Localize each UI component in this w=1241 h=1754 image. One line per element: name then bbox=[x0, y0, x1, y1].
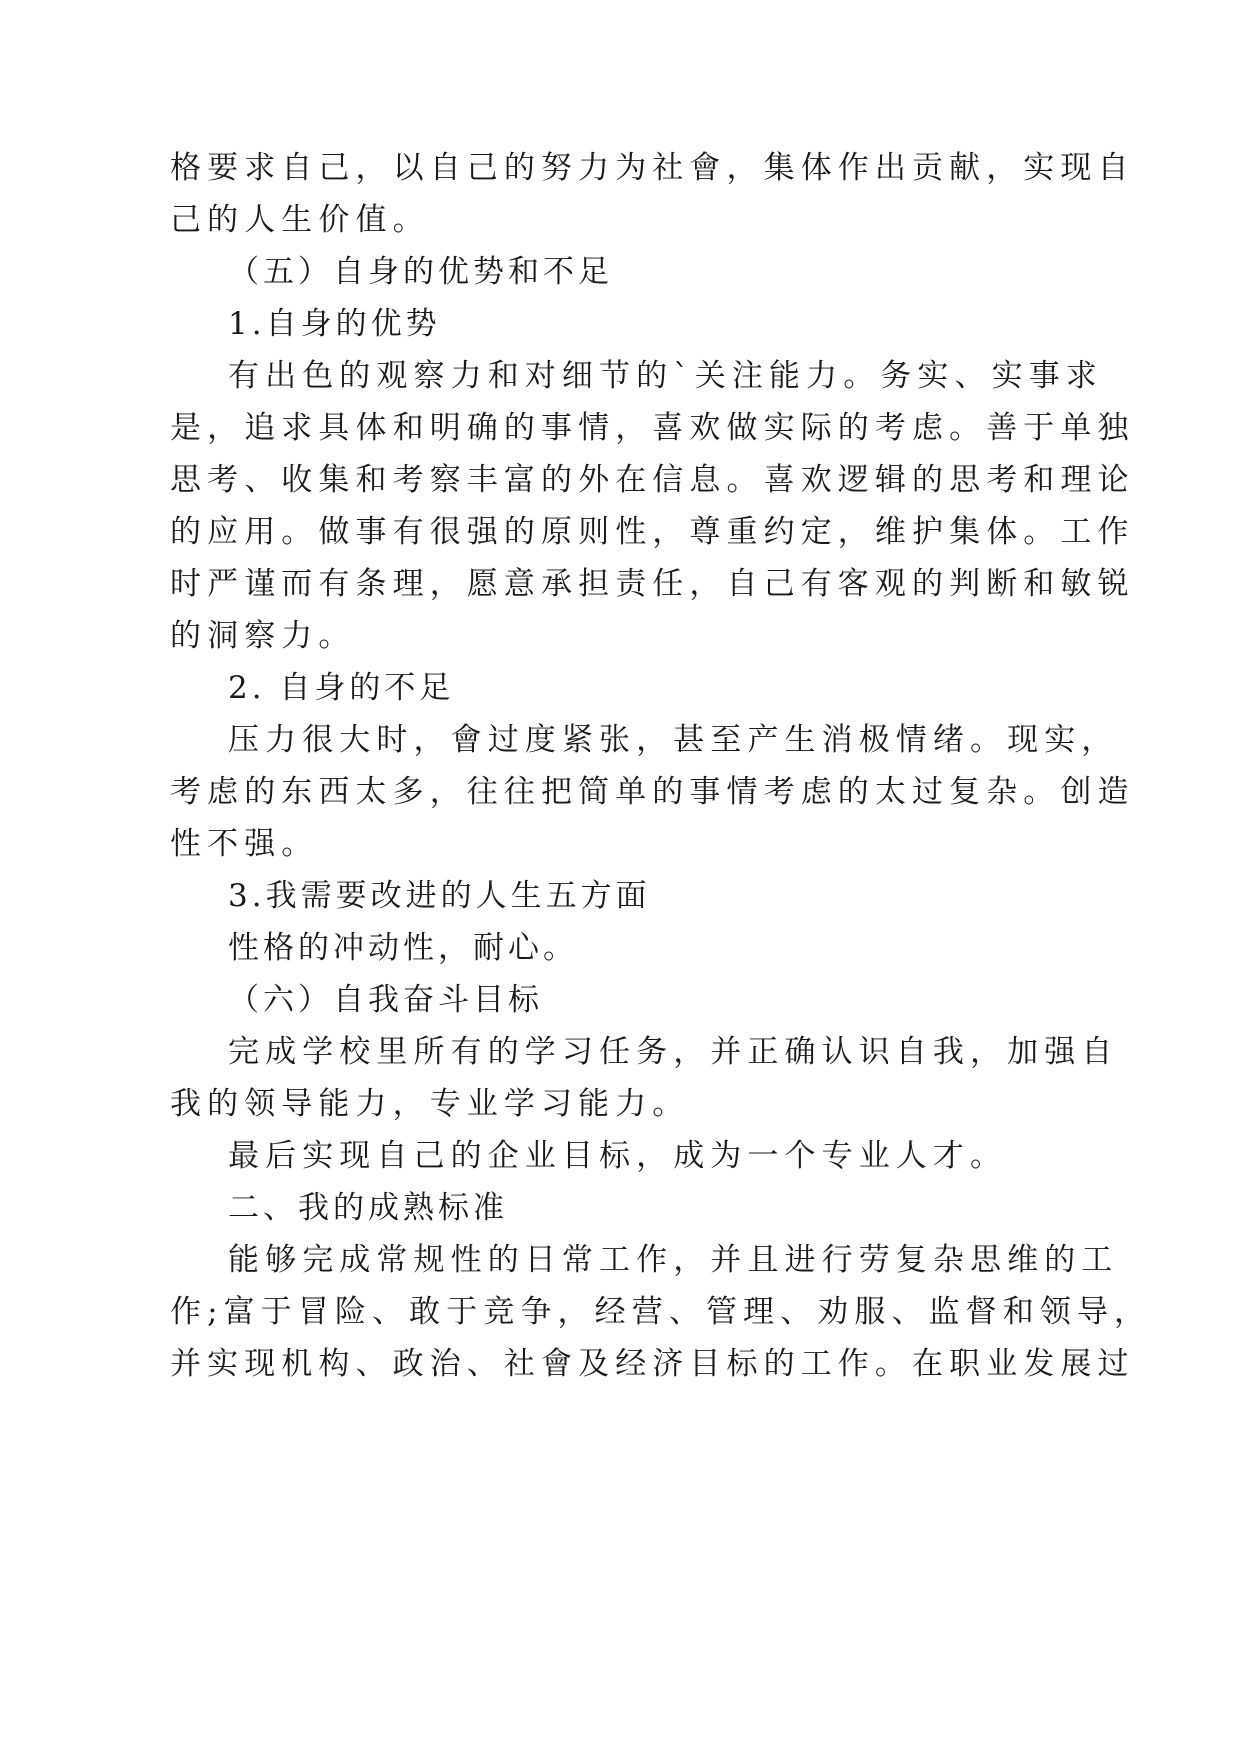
paragraph-line: 格要求自己，以自己的努力为社會，集体作出贡献，实现自 bbox=[170, 150, 1135, 186]
paragraph-line: 性不强。 bbox=[170, 826, 319, 862]
section-heading: 二、我的成熟标准 bbox=[228, 1190, 508, 1226]
section-heading: （五）自身的优势和不足 bbox=[228, 254, 613, 290]
paragraph-line: 时严谨而有条理，愿意承担责任，自己有客观的判断和敏锐 bbox=[170, 566, 1135, 602]
section-heading: （六）自我奋斗目标 bbox=[228, 982, 543, 1018]
paragraph-line: 己的人生价值。 bbox=[170, 202, 430, 238]
paragraph-line: 的洞察力。 bbox=[170, 618, 356, 654]
paragraph-line: 完成学校里所有的学习任务，并正确认识自我，加强自 bbox=[228, 1034, 1119, 1070]
paragraph-line: 我的领导能力，专业学习能力。 bbox=[170, 1086, 690, 1122]
paragraph-line: 思考、收集和考察丰富的外在信息。喜欢逻辑的思考和理论 bbox=[170, 462, 1135, 498]
paragraph-line: 是，追求具体和明确的事情，喜欢做实际的考虑。善于单独 bbox=[170, 410, 1135, 446]
paragraph-line: 考虑的东西太多，往往把简单的事情考虑的太过复杂。创造 bbox=[170, 774, 1135, 810]
paragraph-line: 作;富于冒险、敢于竞争，经营、管理、劝服、监督和领导， bbox=[170, 1294, 1152, 1330]
subsection-heading: 1.自身的优势 bbox=[228, 306, 441, 342]
paragraph-line: 最后实现自己的企业目标，成为一个专业人才。 bbox=[228, 1138, 1008, 1174]
paragraph-line: 并实现机构、政治、社會及经济目标的工作。在职业发展过 bbox=[170, 1346, 1135, 1382]
paragraph-line: 能够完成常规性的日常工作，并且进行劳复杂思维的工 bbox=[228, 1242, 1119, 1278]
paragraph-line: 的应用。做事有很强的原则性，尊重约定，维护集体。工作 bbox=[170, 514, 1135, 550]
subsection-heading: 2. 自身的不足 bbox=[228, 670, 455, 706]
paragraph-line: 压力很大时，會过度紧张，甚至产生消极情绪。现实， bbox=[228, 722, 1119, 758]
paragraph-line: 性格的冲动性，耐心。 bbox=[228, 930, 578, 966]
subsection-heading: 3.我需要改进的人生五方面 bbox=[228, 878, 651, 914]
paragraph-line: 有出色的观察力和对细节的`关注能力。务实、实事求 bbox=[228, 358, 1103, 394]
